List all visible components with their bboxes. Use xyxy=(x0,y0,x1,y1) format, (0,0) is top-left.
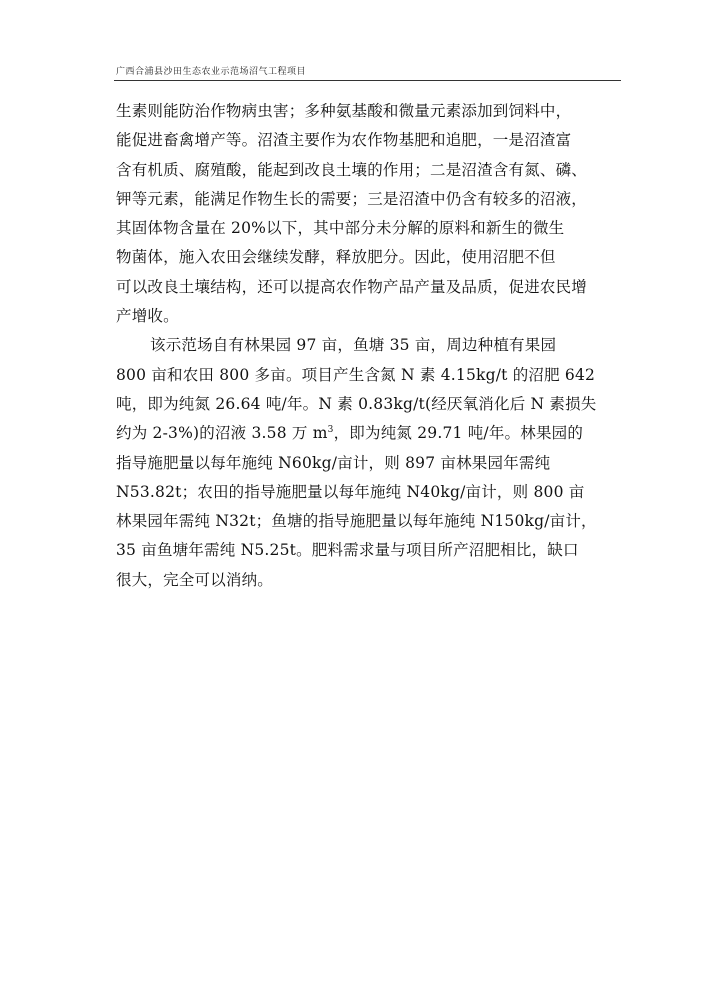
body-text xyxy=(116,97,636,595)
paragraph-line: 该示范场自有林果园 97 亩，鱼塘 35 亩，周边种植有果园 xyxy=(150,336,557,355)
paragraph-line: 指导施肥量以每年施纯 N60kg/亩计，则 897 亩林果园年需纯 xyxy=(116,453,551,472)
running-header: 广西合浦县沙田生态农业示范场沼气工程项目 xyxy=(116,67,307,77)
paragraph-1 xyxy=(116,97,636,331)
paragraph-2 xyxy=(116,331,636,595)
header-divider xyxy=(114,80,621,81)
paragraph-line: 钾等元素，能满足作物生长的需要；三是沼渣中仍含有较多的沼液， xyxy=(116,189,588,208)
paragraph-line: 其固体物含量在 20%以下，其中部分未分解的原料和新生的微生 xyxy=(116,219,565,238)
paragraph-line: 含有机质、腐殖酸，能起到改良土壤的作用；二是沼渣含有氮、磷、 xyxy=(116,160,588,179)
paragraph-line: N53.82t；农田的指导施肥量以每年施纯 N40kg/亩计，则 800 亩 xyxy=(116,482,585,501)
paragraph-line: 林果园年需纯 N32t；鱼塘的指导施肥量以每年施纯 N150kg/亩计， xyxy=(116,512,597,531)
paragraph-line: 生素则能防治作物病虫害；多种氨基酸和微量元素添加到饲料中， xyxy=(116,102,572,120)
paragraph-line: 能促进畜禽增产等。沼渣主要作为农作物基肥和追肥，一是沼渣富 xyxy=(116,131,572,150)
paragraph-line: 产增收。 xyxy=(116,307,179,326)
paragraph-line: 吨，即为纯氮 26.64 吨/年。N 素 0.83kg/t(经厌氧消化后 N 素损失 xyxy=(116,394,597,413)
paragraph-line: 可以改良土壤结构，还可以提高农作物产品产量及品质，促进农民增 xyxy=(116,277,588,296)
paragraph-line: 很大，完全可以消纳。 xyxy=(116,570,274,589)
line-text: 约为 2-3%)的沼液 3.58 万 m xyxy=(116,424,328,443)
paragraph-line: 35 亩鱼塘年需纯 N5.25t。肥料需求量与项目所产沼肥相比，缺口 xyxy=(116,541,579,560)
paragraph-line: 物菌体，施入农田会继续发酵，释放肥分。因此，使用沼肥不但 xyxy=(116,248,556,267)
paragraph-line: 800 亩和农田 800 多亩。项目产生含氮 N 素 4.15kg/t 的沼肥 642 xyxy=(116,365,596,384)
superscript: 3 xyxy=(327,425,334,436)
paragraph-line xyxy=(116,419,636,448)
line-text: ，即为纯氮 29.71 吨/年。林果园的 xyxy=(333,424,584,443)
